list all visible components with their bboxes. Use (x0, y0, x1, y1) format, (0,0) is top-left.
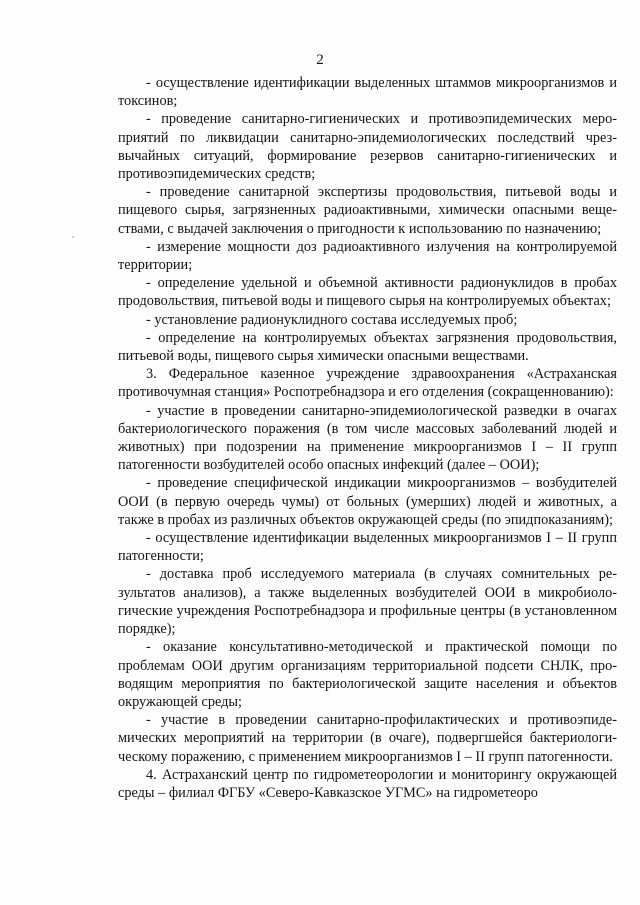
paragraph: - участие в проведении санитарно-профилактических и противоэпидемических мероприятий на территории (в очаге), подвергшейся бактериологическому поражению, с применением микроорганизмов I – II групп патогенности. (118, 712, 617, 765)
paragraph: - установление радионуклидного состава исследуемых проб; (146, 311, 518, 328)
section-paragraph: 4. Астраханский центр по гидрометеорологии и мониторингу окружающей среды – филиал ФГБУ «Северо-Кавказское УГМС» на гидрометеоро (118, 766, 617, 801)
page-number: 2 (316, 52, 324, 68)
section-paragraph: 3. Федеральное казенное учреждение здравоохранения «Астраханская противочумная станция» Роспотребнадзора и его отделения (сокращеннованию): (118, 366, 617, 401)
paragraph: - определение на контролируемых объектах загрязнения продовольствия, питьевой воды, пищевого сырья химически опасными веществами. (118, 329, 617, 365)
paragraph: - проведение санитарной экспертизы продовольствия, питьевой воды и пищевого сырья, загрязненных радиоактивными, химически опасными веществами, с выдачей заключения о пригодности к использованию по назначению; (118, 184, 617, 237)
paragraph: - оказание консультативно-методической и практической помощи по проблемам ООИ другим организациям территориальной подсети СНЛК, проводящим мероприятия по бактериологической защите населения и объектов окружающей среды; (118, 639, 617, 710)
scan-speck (72, 236, 74, 238)
paragraph: - участие в проведении санитарно-эпидемиологической разведки в очагах бактериологического поражения (в том числе массовых заболеваний людей и животных) при подозрении на применение микроорганизмов I – II групп патогенности возбудителей особо опасных инфекций (далее – ООИ); (118, 402, 617, 474)
paragraph: - определение удельной и объемной активности радионуклидов в пробах продовольствия, питьевой воды и пищевого сырья на контролируемых объектах; (118, 275, 617, 310)
paragraph: - проведение специфической индикации микроорганизмов – возбудителей ООИ (в первую очередь чумы) от больных (умерших) людей и животных, а также в пробах из различных объектов окружающей среды (по эпидпоказаниям); (118, 475, 617, 528)
paragraph: - доставка проб исследуемого материала (в случаях сомнительных результатов анализов), а также выделенных возбудителей ООИ в микробиологические учреждения Роспотребнадзора и профильные центры (в установленном порядке); (118, 566, 617, 638)
paragraph: - проведение санитарно-гигиенических и противоэпидемических мероприятий по ликвидации санитарно-эпидемиологических последствий чрезвычайных ситуаций, формирование резервов санитарно-гигиенических и противоэпидемических средств; (118, 111, 617, 183)
paragraph: - осуществление идентификации выделенных штаммов микроорганизмов и токсинов; (118, 75, 617, 110)
paragraph: - осуществление идентификации выделенных микроорганизмов I – II групп патогенности; (118, 530, 617, 565)
paragraph: - измерение мощности доз радиоактивного излучения на контролируемой территории; (118, 238, 617, 274)
document-body (118, 74, 617, 802)
